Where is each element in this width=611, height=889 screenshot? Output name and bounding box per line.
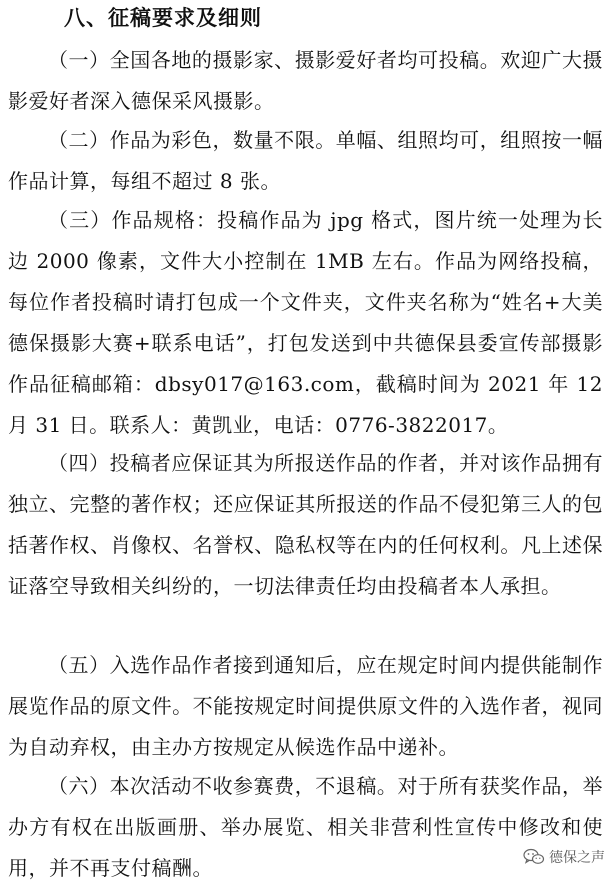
account-watermark	[523, 847, 605, 867]
paragraph-3: （三）作品规格：投稿作品为 jpg 格式，图片统一处理为长边 2000 像素，文件大小控制在 1MB 左右。作品为网络投稿，每位作者投稿时请打包成一个文件夹，文件夹名称为“姓名+大美德保摄影大赛+联系电话”，打包发送到中共德保县委宣传部摄影作品征稿邮箱：dbsy017@163.com，截稿时间为 2021 年 12 月 31 日。联系人：黄凯业，电话：0776-3822017。	[8, 208, 603, 437]
paragraph-2: （二）作品为彩色，数量不限。单幅、组照均可，组照按一幅作品计算，每组不超过 8 张。	[8, 128, 603, 193]
paragraph-6: （六）本次活动不收参赛费，不退稿。对于所有获奖作品，举办方有权在出版画册、举办展览、相关非营利性宣传中修改和使用，并不再支付稿酬。	[8, 774, 603, 880]
section-heading: 八、征稿要求及细则	[64, 6, 262, 30]
paragraph-1: （一）全国各地的摄影家、摄影爱好者均可投稿。欢迎广大摄影爱好者深入德保采风摄影。	[8, 48, 603, 113]
paragraph-5: （五）入选作品作者接到通知后，应在规定时间内提供能制作展览作品的原文件。不能按规定时间提供原文件的入选作者，视同为自动弃权，由主办方按规定从候选作品中递补。	[8, 653, 603, 759]
watermark-label: 德保之声	[549, 850, 605, 866]
wechat-icon	[523, 848, 545, 866]
paragraph-4: （四）投稿者应保证其为所报送作品的作者，并对该作品拥有独立、完整的著作权；还应保证其所报送的作品不侵犯第三人的包括著作权、肖像权、名誉权、隐私权等在内的任何权利。凡上述保证落空导致相关纠纷的，一切法律责任均由投稿者本人承担。	[8, 451, 603, 598]
